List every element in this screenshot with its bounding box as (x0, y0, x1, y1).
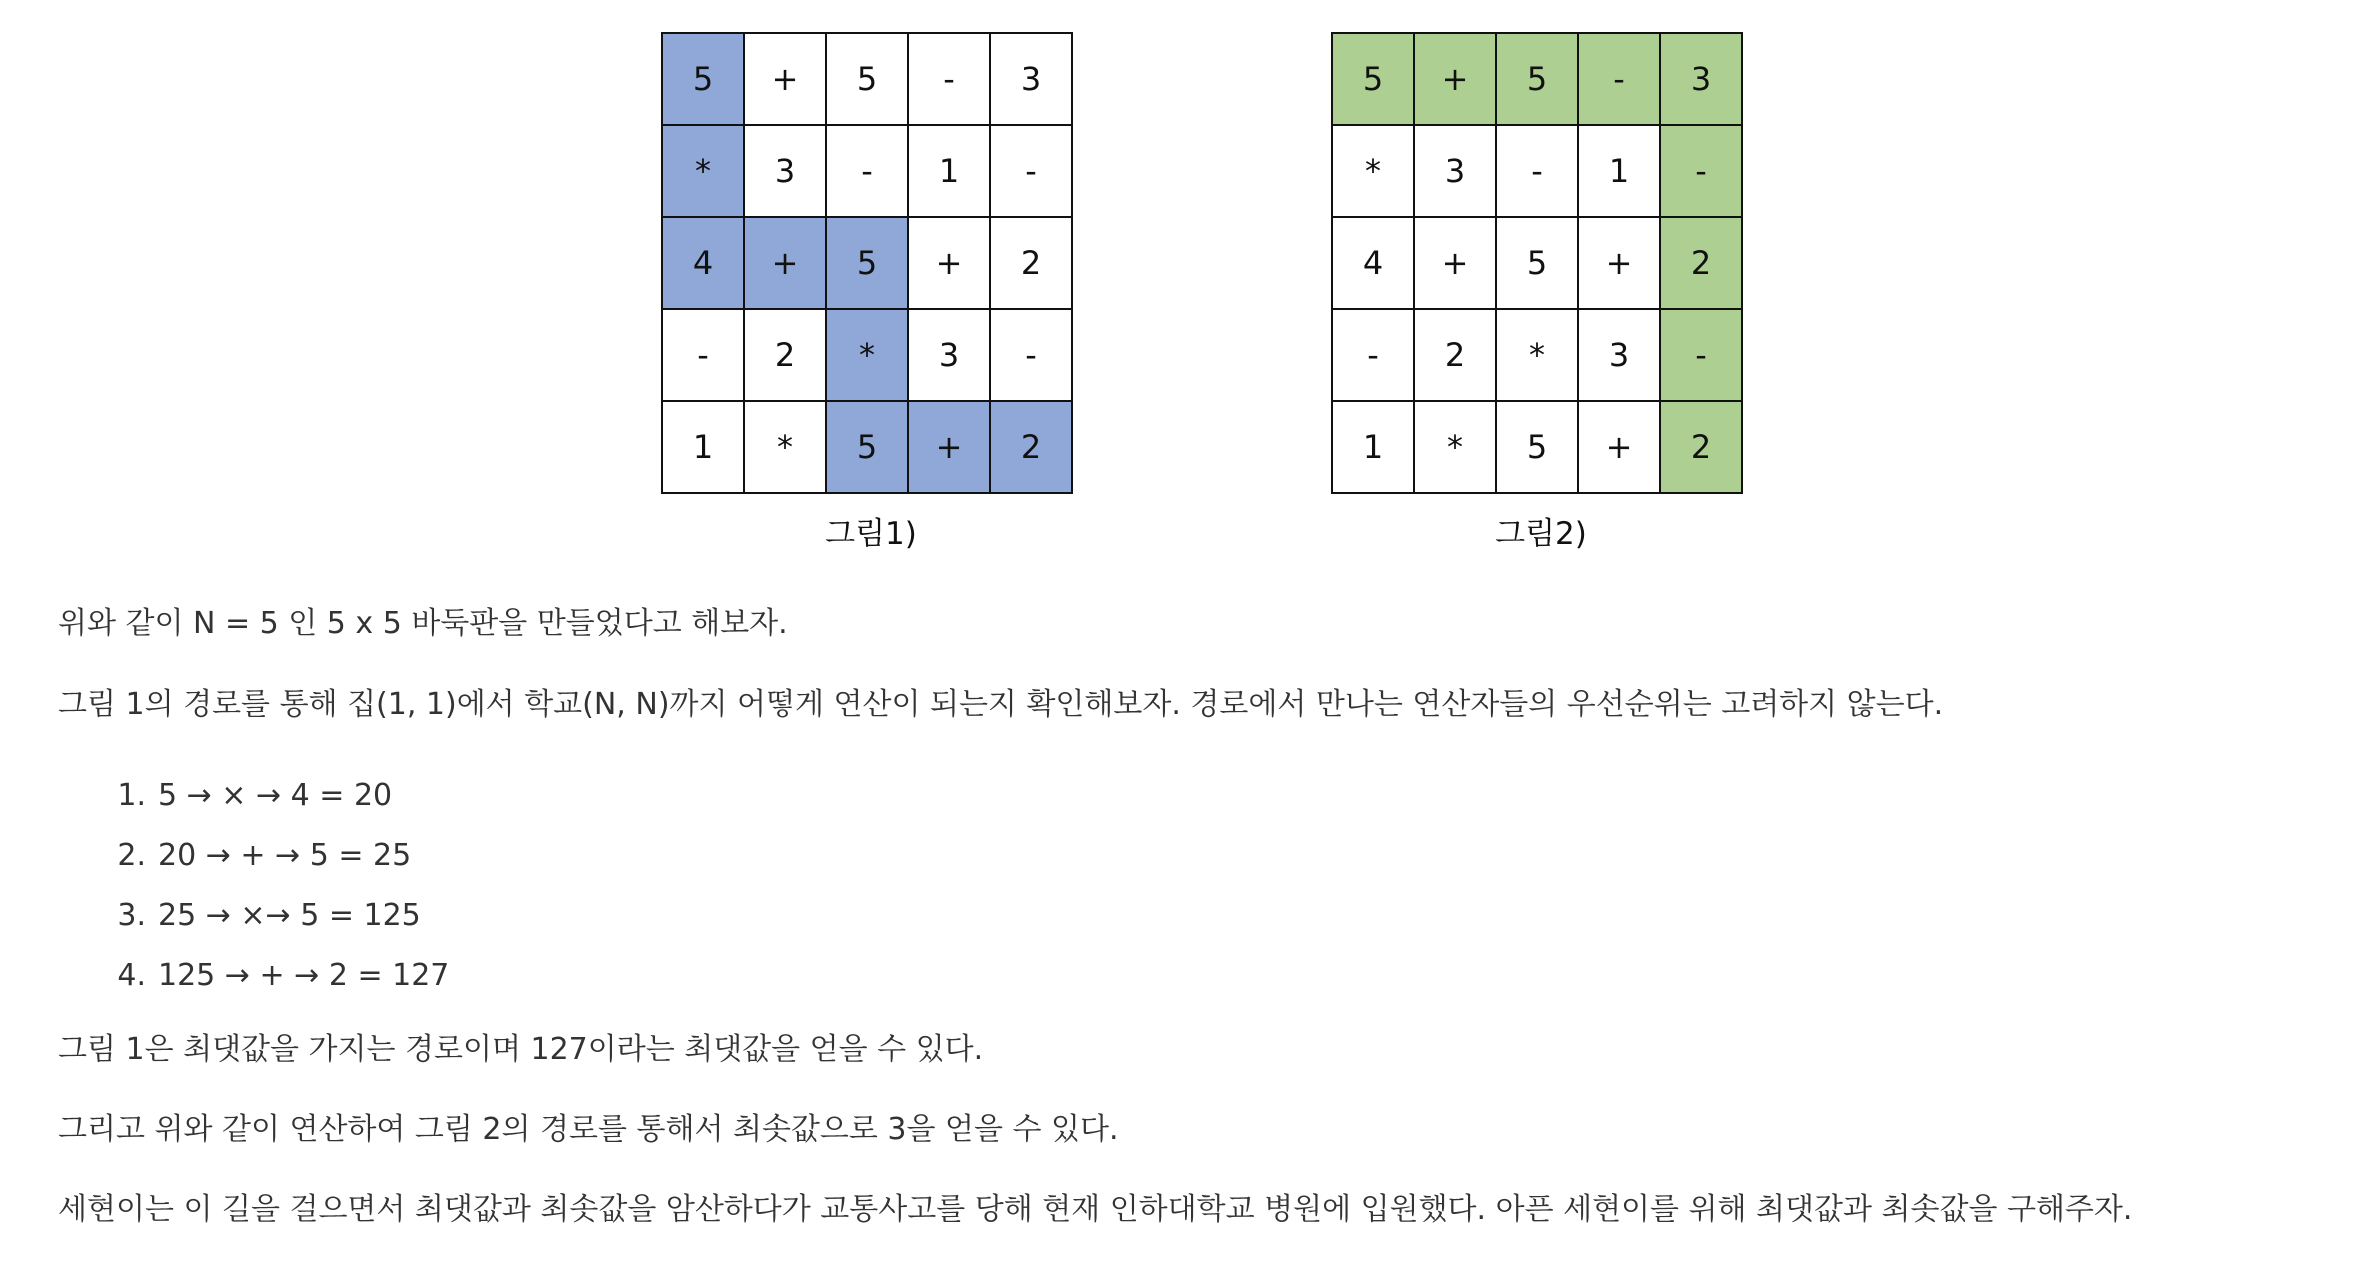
step-text: 5 → × → 4 = 20 (158, 777, 393, 813)
step-item (58, 885, 449, 945)
grid-cell: + (908, 401, 990, 493)
grid-cell: - (1496, 125, 1578, 217)
grid-cell: * (1496, 309, 1578, 401)
grid-cell: + (744, 217, 826, 309)
grid-cell: * (744, 401, 826, 493)
grid-cell: 2 (1414, 309, 1496, 401)
step-number: 2. (117, 837, 146, 873)
grid-cell: 5 (826, 401, 908, 493)
grid-cell: * (662, 125, 744, 217)
grid-cell: 3 (744, 125, 826, 217)
grid-cell: * (826, 309, 908, 401)
grid-cell: 2 (744, 309, 826, 401)
figure-1-caption: 그림1) (825, 516, 917, 552)
grid-cell: 2 (990, 401, 1072, 493)
step-text: 125 → + → 2 = 127 (158, 957, 450, 993)
grid-cell: - (1578, 33, 1660, 125)
intro-text: 위와 같이 N = 5 인 5 x 5 바둑판을 만들었다고 해보자. (58, 606, 788, 641)
grid-cell: + (1578, 217, 1660, 309)
grid-cell: 5 (1332, 33, 1414, 125)
grid-cell: * (1332, 125, 1414, 217)
explanation-text: 그림 1의 경로를 통해 집(1, 1)에서 학교(N, N)까지 어떻게 연산이 되는지 확인해보자. 경로에서 만나는 연산자들의 우선순위는 고려하지 않는다. (58, 687, 1944, 722)
grid-cell: - (908, 33, 990, 125)
step-item (58, 945, 449, 1005)
grid-cell: 3 (1660, 33, 1742, 125)
grid-cell: 1 (1578, 125, 1660, 217)
grid-cell: 3 (908, 309, 990, 401)
grid-cell: + (1578, 401, 1660, 493)
step-item (58, 765, 449, 825)
grid-cell: 4 (1332, 217, 1414, 309)
grid-cell: 2 (1660, 217, 1742, 309)
grid-row (1332, 33, 1742, 125)
grid-row (1332, 125, 1742, 217)
grid-row (662, 401, 1072, 493)
step-item (58, 825, 449, 885)
grid-cell: + (1414, 217, 1496, 309)
figure-2-caption: 그림2) (1495, 516, 1587, 552)
calculation-steps (58, 765, 449, 1005)
grid-cell: - (1332, 309, 1414, 401)
step-number: 3. (117, 897, 146, 933)
grid-figure-2 (1331, 32, 1743, 494)
grid-cell: 3 (1578, 309, 1660, 401)
grid-cell: 5 (662, 33, 744, 125)
grid-cell: 5 (1496, 401, 1578, 493)
step-number: 4. (117, 957, 146, 993)
min-value-note: 그리고 위와 같이 연산하여 그림 2의 경로를 통해서 최솟값으로 3을 얻을 수 있다. (58, 1112, 1119, 1147)
figure-2 (1331, 32, 1743, 494)
figure-1 (661, 32, 1073, 494)
grid-cell: * (1414, 401, 1496, 493)
grid-cell: - (1660, 125, 1742, 217)
grid-cell: 5 (826, 33, 908, 125)
grid-cell: 1 (662, 401, 744, 493)
step-text: 25 → ×→ 5 = 125 (158, 897, 421, 933)
grid-cell: 1 (1332, 401, 1414, 493)
grid-cell: 5 (826, 217, 908, 309)
grid-figure-1 (661, 32, 1073, 494)
grid-cell: 2 (1660, 401, 1742, 493)
grid-row (1332, 401, 1742, 493)
closing-text: 세현이는 이 길을 걸으면서 최댓값과 최솟값을 암산하다가 교통사고를 당해 현재 인하대학교 병원에 입원했다. 아픈 세현이를 위해 최댓값과 최솟값을 구해주자. (58, 1192, 2133, 1227)
grid-cell: - (1660, 309, 1742, 401)
grid-cell: 3 (990, 33, 1072, 125)
grid-cell: 4 (662, 217, 744, 309)
grid-cell: - (990, 125, 1072, 217)
grid-cell: + (744, 33, 826, 125)
grid-cell: 5 (1496, 33, 1578, 125)
grid-row (662, 33, 1072, 125)
grid-cell: + (908, 217, 990, 309)
grid-cell: - (990, 309, 1072, 401)
grid-cell: 2 (990, 217, 1072, 309)
grid-row (662, 125, 1072, 217)
grid-row (1332, 217, 1742, 309)
grid-row (662, 309, 1072, 401)
grid-row (1332, 309, 1742, 401)
step-text: 20 → + → 5 = 25 (158, 837, 412, 873)
step-number: 1. (117, 777, 146, 813)
grid-cell: - (662, 309, 744, 401)
grid-cell: 3 (1414, 125, 1496, 217)
grid-row (662, 217, 1072, 309)
grid-cell: - (826, 125, 908, 217)
grid-cell: + (1414, 33, 1496, 125)
grid-cell: 1 (908, 125, 990, 217)
grid-cell: 5 (1496, 217, 1578, 309)
max-value-note: 그림 1은 최댓값을 가지는 경로이며 127이라는 최댓값을 얻을 수 있다. (58, 1032, 984, 1067)
